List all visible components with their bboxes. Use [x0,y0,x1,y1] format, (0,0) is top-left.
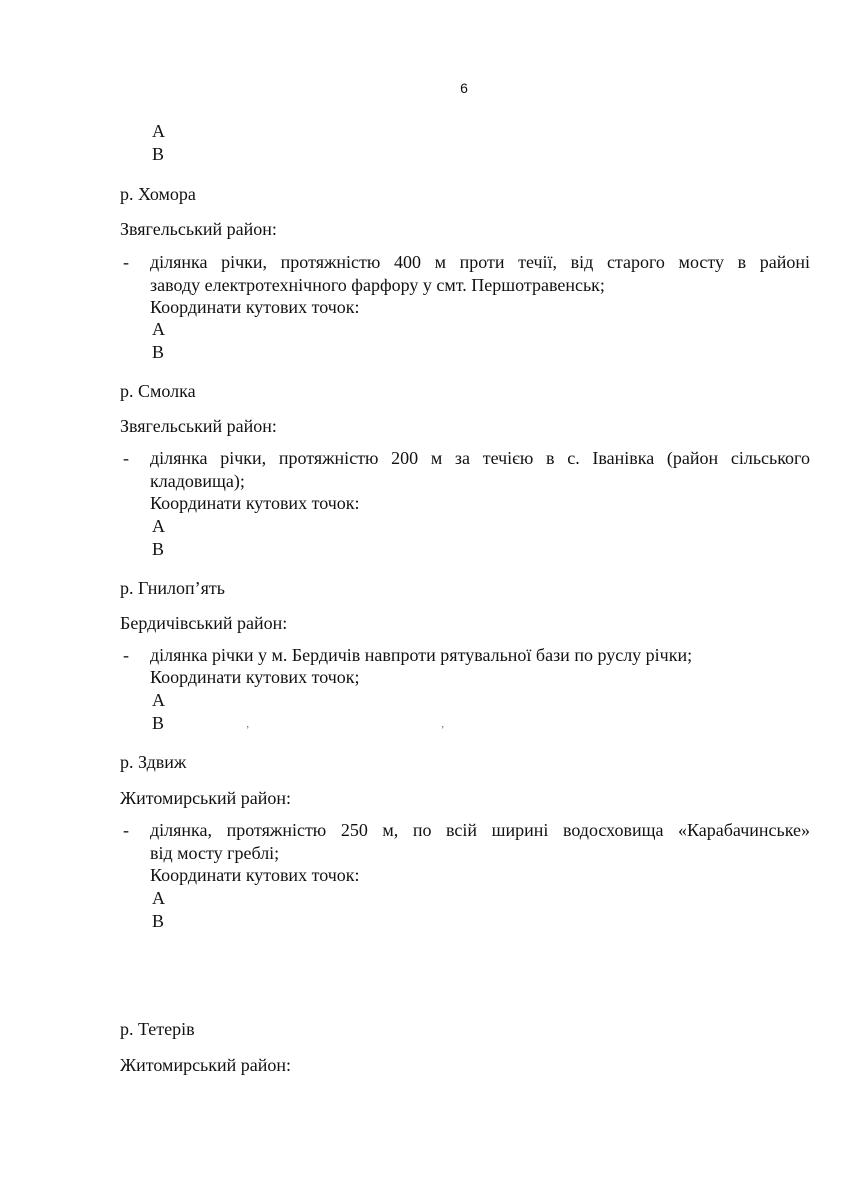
section-description-line1: ділянка, протяжністю 250 м, по всій ширині водосховища «Карабачинське» [150,820,810,840]
point-b: B [152,144,165,164]
coordinates-label: Координати кутових точок: [150,297,360,317]
river-heading: р. Хомора [120,184,196,204]
list-dash: - [123,645,129,665]
region-label: Звягельський район: [120,219,277,239]
section-description-line2: заводу електротехнічного фарфору у смт. Першотравенськ; [150,275,605,295]
point-a: A [152,516,165,536]
coordinates-label: Координати кутових точок: [150,865,360,885]
scan-mark: ʼ [246,725,250,736]
list-dash: - [123,252,129,272]
point-b: B [152,713,165,733]
river-heading: р. Тетерів [120,1019,195,1039]
region-label: Бердичівський район: [120,613,288,633]
point-a: A [152,319,165,339]
section-description-line1: ділянка річки, протяжністю 400 м проти течії, від старого мосту в районі [150,252,810,272]
page-number: 6 [460,80,468,96]
river-heading: р. Смолка [120,381,196,401]
section-description-line1: ділянка річки у м. Бердичів навпроти рятувальної бази по руслу річки; [150,645,693,665]
region-label: Звягельський район: [120,416,277,436]
region-label: Житомирський район: [120,788,292,808]
river-heading: р. Гнилоп’ять [120,578,225,598]
list-dash: - [123,448,129,468]
section-description-line2: кладовища); [150,471,245,491]
list-dash: - [123,820,129,840]
point-b: B [152,911,165,931]
coordinates-label: Координати кутових точок: [150,493,360,513]
section-description-line1: ділянка річки, протяжністю 200 м за течією в с. Іванівка (район сільського [150,448,810,468]
point-a: A [152,888,165,908]
point-b: B [152,342,165,362]
point-a: A [152,690,165,710]
river-heading: р. Здвиж [120,752,187,772]
coordinates-label: Координати кутових точок; [150,667,360,687]
point-b: B [152,539,165,559]
scan-mark: ʼ [441,725,445,736]
section-description-line2: від мосту греблі; [150,843,280,863]
point-a: A [152,121,165,141]
region-label: Житомирський район: [120,1055,292,1075]
